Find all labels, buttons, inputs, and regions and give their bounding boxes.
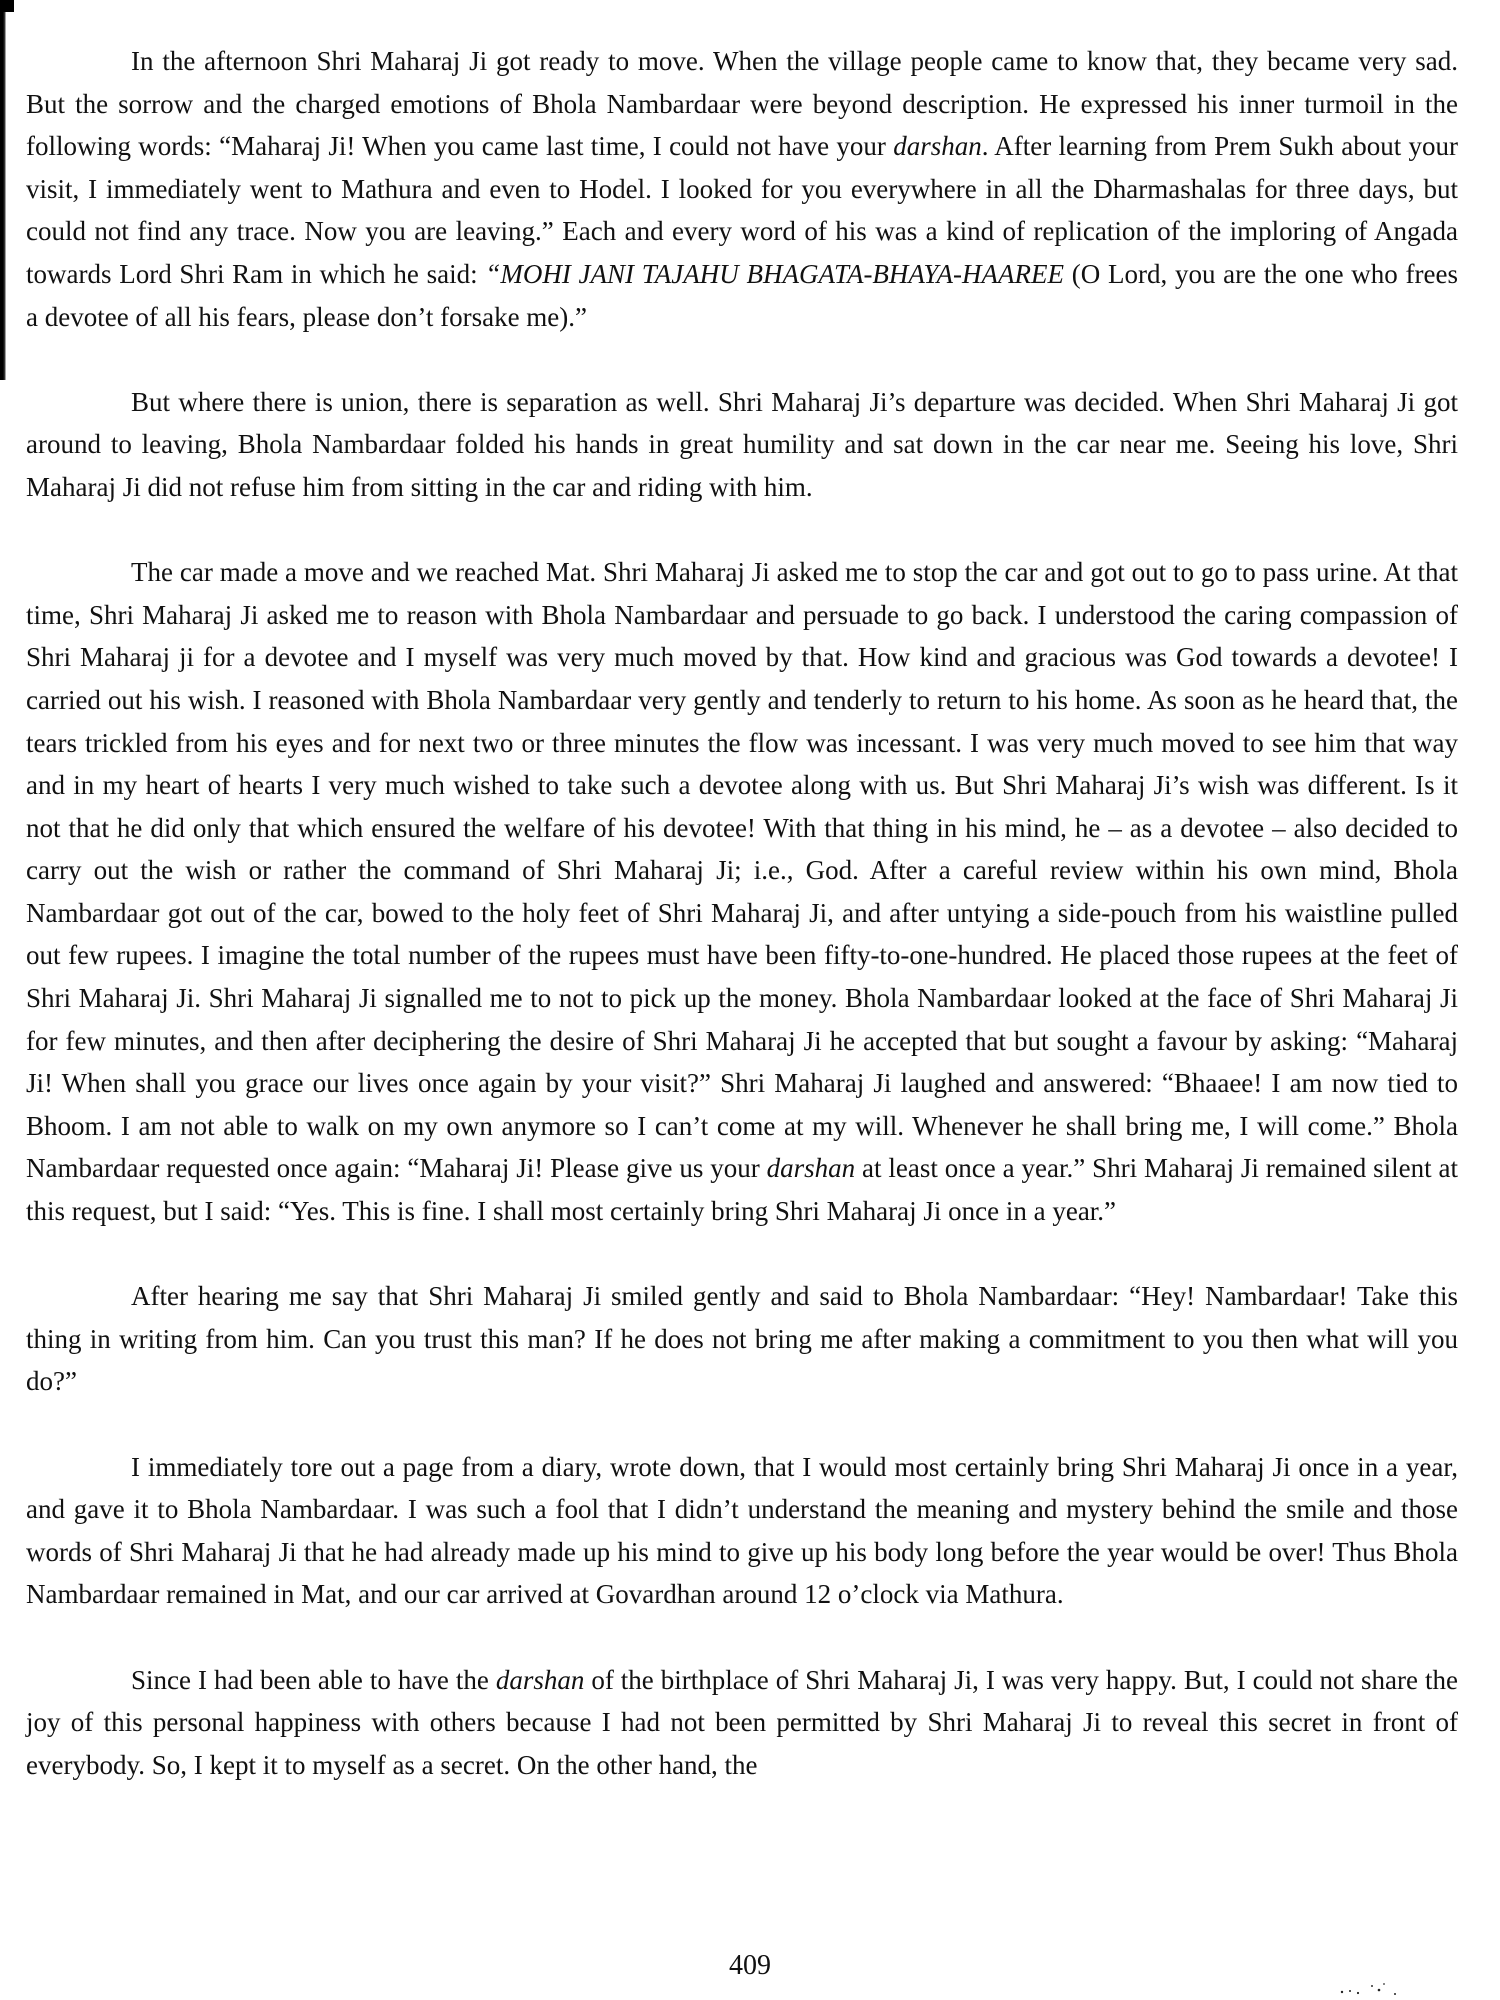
text-run: of the birthplace of Shri Maharaj Ji, I was very happy. But, I could not share the joy of this personal happiness with others because I had not been permitted by Shri Maharaj Ji to reveal this secret in front of everybody. So, I kept it to myself as a secret. On the other hand, the: [26, 1664, 1458, 1780]
text-run: at least once a year.” Shri Maharaj Ji remained silent at this request, but I said: “Yes. This is fine. I shall most certainly bring Shri Maharaj Ji once in a year.”: [26, 1153, 1458, 1227]
binding-edge-mark: [0, 0, 14, 12]
text-run: I immediately tore out a page from a diary, wrote down, that I would most certainly bring Shri Maharaj Ji once in a year, and gave it to Bhola Nambardaar. I was such a fool that I didn’t understand the meaning and mystery behind the smile and those words of Shri Maharaj Ji that he had already made up his mind to give up his body long before the year would be over! Thus Bhola Nambardaar remained in Mat, and our car arrived at Govardhan around 12 o’clock via Mathura.: [26, 1451, 1458, 1610]
body-text: [26, 40, 1458, 1786]
italic-text-run: darshan: [893, 131, 982, 162]
page-number: 409: [729, 1950, 771, 1981]
text-run: But where there is union, there is separation as well. Shri Maharaj Ji’s departure was decided. When Shri Maharaj Ji got around to leaving, Bhola Nambardaar folded his hands in great humility and sat down in the car near me. Seeing his love, Shri Maharaj Ji did not refuse him from sitting in the car and riding with him.: [26, 386, 1458, 502]
text-run: The car made a move and we reached Mat. Shri Maharaj Ji asked me to stop the car and got out to go to pass urine. At that time, Shri Maharaj Ji asked me to reason with Bhola Nambardaar and persuade to go back. I understood the caring compassion of Shri Maharaj ji for a devotee and I myself was very much moved by that. How kind and gracious was God towards a devotee! I carried out his wish. I reasoned with Bhola Nambardaar very gently and tenderly to return to his home. As soon as he heard that, the tears trickled from his eyes and for next two or three minutes the flow was incessant. I was very much moved to see him that way and in my heart of hearts I very much wished to take such a devotee along with us. But Shri Maharaj Ji’s wish was different. Is it not that he did only that which ensured the welfare of his devotee! With that thing in his mind, he – as a devotee – also decided to carry out the wish or rather the command of Shri Maharaj Ji; i.e., God. After a careful review within his own mind, Bhola Nambardaar got out of the car, bowed to the holy feet of Shri Maharaj Ji, and after untying a side-pouch from his waistline pulled out few rupees. I imagine the total number of the rupees must have been fifty-to-one-hundred. He placed those rupees at the feet of Shri Maharaj Ji. Shri Maharaj Ji signalled me to not to pick up the money. Bhola Nambardaar looked at the face of Shri Maharaj Ji for few minutes, and then after deciphering the desire of Shri Maharaj Ji he accepted that but sought a favour by asking: “Maharaj Ji! When shall you grace our lives once again by your visit?” Shri Maharaj Ji laughed and answered: “Bhaaee! I am now tied to Bhoom. I am not able to walk on my own anymore so I can’t come at my will. Whenever he shall bring me, I will come.” Bhola Nambardaar requested once again: “Maharaj Ji! Please give us your: [26, 557, 1458, 1184]
italic-text-run: darshan: [495, 1664, 585, 1695]
text-run: After hearing me say that Shri Maharaj Ji smiled gently and said to Bhola Nambardaar: “Hey! Nambardaar! Take this thing in writing from him. Can you trust this man? If he does not bring me after making a commitment to you then what will you do?”: [26, 1281, 1458, 1397]
text-run: (O Lord, you are the one who frees a devotee of all his fears, please don’t forsake me).”: [26, 258, 1458, 332]
paragraph: [26, 551, 1458, 1233]
paragraph: [26, 1659, 1458, 1787]
paragraph: [26, 1275, 1458, 1403]
paragraph: [26, 40, 1458, 338]
italic-text-run: darshan: [766, 1153, 856, 1184]
italic-text-run: “MOHI JANI TAJAHU BHAGATA-BHAYA-HAAREE: [485, 258, 1065, 289]
text-run: In the afternoon Shri Maharaj Ji got ready to move. When the village people came to know that, they became very sad. But the sorrow and the charged emotions of Bhola Nambardaar were beyond description. He expressed his inner turmoil in the following words: “Maharaj Ji! When you came last time, I could not have your: [26, 46, 1458, 162]
scan-speck-marks: [1332, 1978, 1422, 1998]
paragraph: [26, 1446, 1458, 1616]
paragraph: [26, 381, 1458, 509]
binding-edge-shadow: [0, 0, 6, 380]
text-run: Since I had been able to have the: [131, 1664, 496, 1695]
text-run: . After learning from Prem Sukh about your visit, I immediately went to Mathura and even to Hodel. I looked for you everywhere in all the Dharmashalas for three days, but could not find any trace. Now you are leaving.” Each and every word of his was a kind of replication of the imploring of Angada towards Lord Shri Ram in which he said:: [26, 131, 1458, 289]
